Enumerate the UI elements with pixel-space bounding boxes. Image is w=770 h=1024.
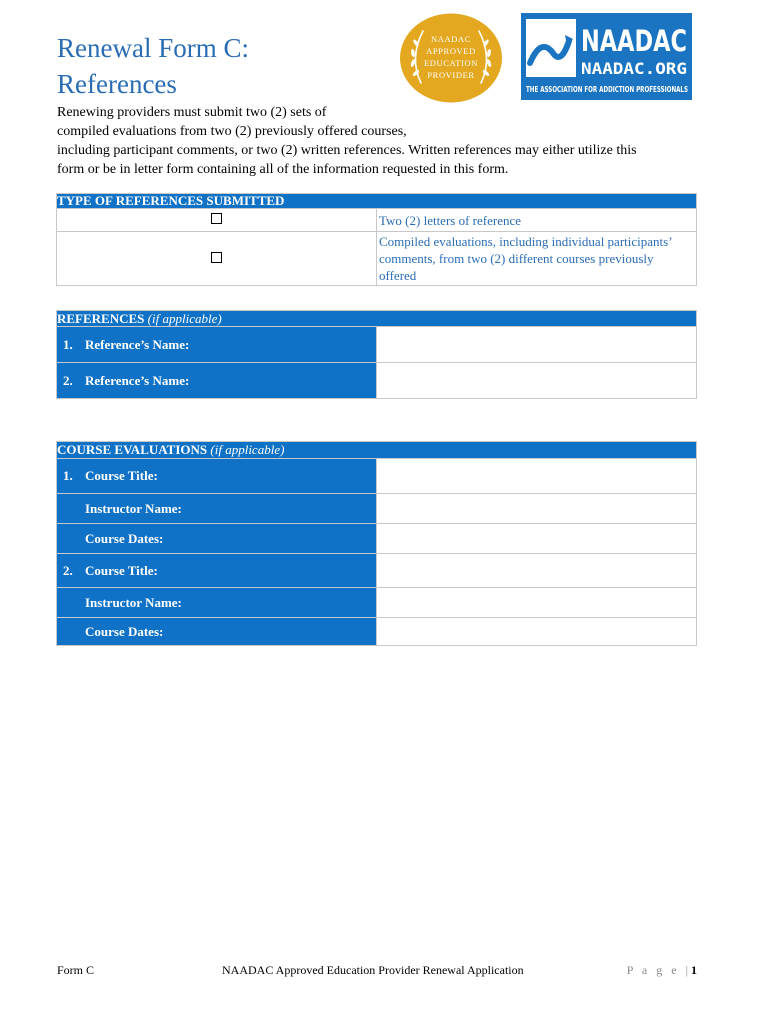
course-evaluations-header-title: COURSE EVALUATIONS — [57, 442, 208, 457]
row-label: Reference’s Name: — [85, 336, 190, 352]
course-evaluations-header-row — [57, 442, 697, 459]
course-evaluations-header — [57, 442, 697, 459]
checkbox-cell — [57, 232, 377, 286]
references-header-row — [57, 311, 697, 327]
instructor-name-label: Instructor Name: — [57, 588, 377, 618]
intro-paragraph — [57, 103, 697, 179]
instructor-name-label: Instructor Name: — [57, 494, 377, 524]
row-number: 1. — [63, 336, 73, 352]
footer-page-indicator — [627, 963, 697, 978]
seal-line-1: NAADAC — [431, 34, 471, 44]
course-2-title-field[interactable] — [377, 554, 697, 588]
reference-row — [57, 363, 697, 399]
references-header-title: REFERENCES — [57, 310, 145, 326]
footer-page-label: P a g e | — [626, 963, 691, 977]
reference-types-header: TYPE OF REFERENCES SUBMITTED — [57, 194, 697, 209]
reference-2-name-field[interactable] — [377, 363, 697, 399]
references-table — [56, 310, 697, 399]
page-title — [57, 30, 249, 102]
reference-types-table — [56, 193, 697, 286]
naadac-logo — [521, 13, 692, 100]
row-number: 2. — [63, 562, 73, 578]
checkbox-cell — [57, 209, 377, 232]
course-row — [57, 459, 697, 494]
course-1-instructor-field[interactable] — [377, 494, 697, 524]
logo-tagline: THE ASSOCIATION FOR ADDICTION PROFESSIONALS — [526, 85, 689, 94]
reference-1-name-field[interactable] — [377, 327, 697, 363]
row-number: 2. — [63, 372, 73, 388]
course-evaluations-header-note: (if applicable) — [210, 442, 285, 457]
approved-provider-seal — [399, 13, 503, 103]
seal-line-2: APPROVED — [426, 46, 476, 56]
intro-line-4: form or be in letter form containing all of the information requested in this form. — [57, 162, 509, 177]
course-2-instructor-field[interactable] — [377, 588, 697, 618]
logo-name: NAADAC — [581, 24, 687, 58]
reference-type-option-row — [57, 209, 697, 232]
course-1-dates-field[interactable] — [377, 524, 697, 554]
reference-row — [57, 327, 697, 363]
course-row — [57, 554, 697, 588]
course-dates-label: Course Dates: — [57, 618, 377, 646]
course-row — [57, 588, 697, 618]
intro-line-3: including participant comments, or two (2) written references. Written references may either utilize this — [57, 143, 637, 158]
row-label: Course Title: — [85, 468, 158, 483]
logo-url: NAADAC.ORG — [581, 59, 687, 78]
letters-of-reference-label: Two (2) letters of reference — [377, 209, 697, 232]
reference-type-option-row — [57, 232, 697, 286]
course-2-dates-field[interactable] — [377, 618, 697, 646]
intro-line-1: Renewing providers must submit two (2) sets of — [57, 105, 327, 120]
row-number: 1. — [63, 468, 73, 483]
course-row — [57, 524, 697, 554]
course-evaluations-table — [56, 441, 697, 646]
page-title-line-1: Renewal Form C: — [57, 33, 249, 63]
reference-name-label — [57, 363, 377, 399]
row-label: Course Title: — [85, 562, 158, 578]
row-label: Reference’s Name: — [85, 372, 190, 388]
course-row — [57, 618, 697, 646]
course-1-title-field[interactable] — [377, 459, 697, 494]
course-dates-label: Course Dates: — [57, 524, 377, 554]
compiled-evaluations-checkbox[interactable] — [211, 252, 222, 263]
footer-page-number: 1 — [691, 963, 697, 977]
intro-line-2: compiled evaluations from two (2) previously offered courses, — [57, 124, 407, 139]
letters-of-reference-checkbox[interactable] — [211, 213, 222, 224]
course-title-label — [57, 459, 377, 494]
course-title-label — [57, 554, 377, 588]
references-header-note: (if applicable) — [147, 310, 222, 326]
seal-line-4: PROVIDER — [427, 70, 475, 80]
references-header — [57, 311, 697, 327]
seal-line-3: EDUCATION — [423, 58, 479, 68]
course-row — [57, 494, 697, 524]
reference-types-header-row — [57, 194, 697, 209]
footer-document-title: NAADAC Approved Education Provider Renewal Application — [222, 963, 524, 977]
footer-form-label: Form C — [57, 963, 95, 977]
page-title-line-2: References — [57, 69, 177, 99]
compiled-evaluations-label: Compiled evaluations, including individual participants’ comments, from two (2) different courses previously offered — [377, 232, 697, 286]
reference-name-label — [57, 327, 377, 363]
